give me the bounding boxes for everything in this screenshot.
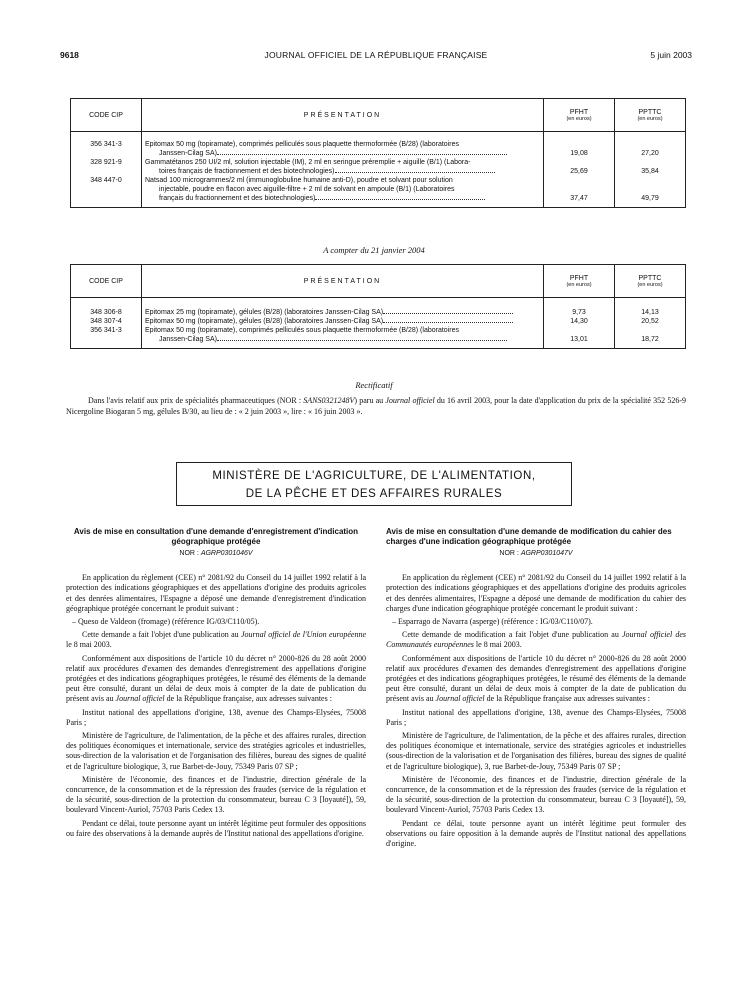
ppttc-value: 14,13	[615, 308, 686, 317]
notice-paragraph: Conformément aux dispositions de l'article 10 du décret n° 2000-826 du 28 août 2000 relatif aux procédures d'examen des demandes d'enregistrement des appellations d'origine protégées et des indications géographiques protégées, le résumé des éléments de la demande peut être consulté, durant un délai de deux mois à compter de la date de publication du présent avis au Journal officiel de la République française, aux adresses suivantes :	[66, 653, 366, 704]
column-header-code: CODE CIP	[71, 265, 142, 298]
address-paragraph: Ministère de l'économie, des finances et de l'industrie, direction générale de la concurrence, de la consommation et de la répression des fraudes (service de la régulation et de la sécurité, sous-direction de la protection du consommateur, bureau C 3 [loyauté]), 59, boulevard Vincent-Auriol, 75703 Paris Cedex 13.	[386, 774, 686, 815]
notice-paragraph: En application du règlement (CEE) n° 2081/92 du Conseil du 14 juillet 1992 relatif à la protection des indications géographiques et des appellations d'origine des produits agricoles et des denrées alimentaires, l'Espagne a déposé une demande de modification du cahier des charges d'une indication géographique protégée concernant le produit suivant :	[386, 573, 686, 613]
pfht-value: 37,47	[544, 176, 615, 208]
presentation-text: Natsad 100 microgrammes/2 ml (immunoglobuline humaine anti-D), poudre et solvant pour solution injectable, poudre en flacon avec aiguille-filtre + 2 ml de solvant en ampoule (B/1) (Laboratoires français du fractionnement et des biotechnologies)	[142, 176, 544, 208]
notice-title: Avis de mise en consultation d'une demande d'enregistrement d'indication géographique protégée	[73, 527, 359, 546]
table-row	[71, 158, 686, 176]
rectificatif-heading: Rectificatif	[355, 380, 393, 390]
presentation-text: Epitomax 25 mg (topiramate), gélules (B/28) (laboratoires Janssen-Cilag SA)	[142, 308, 544, 317]
table-row	[71, 140, 686, 158]
column-header-ppttc: PPTTC (en euros)	[615, 265, 686, 298]
cip-code: 348 307-4	[71, 317, 142, 326]
ppttc-value: 49,79	[615, 176, 686, 208]
price-table-2	[70, 264, 686, 349]
presentation-text: Gammatétanos 250 UI/2 ml, solution injectable (IM), 2 ml en seringue préremplie + aiguille (B/1) (Labora- toires français de fractionnement et des biotechnologies)	[142, 158, 544, 176]
cip-code: 348 447-0	[71, 176, 142, 208]
address-paragraph: Institut national des appellations d'origine, 138, avenue des Champs-Elysées, 75008 Paris ;	[386, 707, 686, 727]
notice-paragraph: Pendant ce délai, toute personne ayant un intérêt légitime peut formuler des oppositions ou faire des observations à la demande auprès de l'Institut national des appellations d'origine.	[66, 818, 366, 838]
ministry-heading: MINISTÈRE DE L'AGRICULTURE, DE L'ALIMENTATION, DE LA PÊCHE ET DES AFFAIRES RURALES	[176, 462, 572, 506]
notice-paragraph: Conformément aux dispositions de l'article 10 du décret n° 2000-826 du 28 août 2000 relatif aux procédures d'examen des demandes d'enregistrement des appellations d'origine protégées et des indications géographiques protégées, le résumé des éléments de la demande peut être consulté, durant un délai de deux mois à compter de la date de publication du présent avis au Journal officiel de la République française aux adresses suivantes :	[386, 653, 686, 704]
right-notice	[386, 527, 686, 852]
notice-paragraph: En application du règlement (CEE) n° 2081/92 du Conseil du 14 juillet 1992 relatif à la protection des indications géographiques et des appellations d'origine des produits agricoles et des denrées alimentaires, l'Espagne a déposé une demande d'enregistrement d'indication géographique protégée concernant le produit suivant :	[66, 573, 366, 613]
column-header-pfht: PFHT (en euros)	[544, 99, 615, 132]
notice-paragraph: Cette demande de modification a fait l'objet d'une publication au Journal officiel des Communautés européennes le 8 mai 2003.	[386, 630, 687, 650]
table-row	[71, 326, 686, 349]
pfht-value: 13,01	[544, 326, 615, 349]
pfht-value: 9,73	[544, 308, 615, 317]
column-header-code: CODE CIP	[71, 99, 142, 132]
pfht-value: 19,08	[544, 140, 615, 158]
notice-paragraph: Pendant ce délai, toute personne ayant un intérêt légitime peut formuler des observations ou faire opposition à la demande auprès de l'Institut national des appellations d'origine.	[386, 818, 686, 849]
cip-code: 356 341-3	[71, 140, 142, 158]
column-header-presentation: PRÉSENTATION	[142, 99, 544, 132]
nor-reference: NOR : AGRP0301046V	[179, 550, 253, 557]
pfht-value: 14,30	[544, 317, 615, 326]
column-header-pfht: PFHT (en euros)	[544, 265, 615, 298]
ppttc-value: 35,84	[615, 158, 686, 176]
presentation-text: Epitomax 50 mg (topiramate), comprimés pelliculés sous plaquette thermoformée (B/28) (laboratoires Janssen-Cilag SA)	[142, 140, 544, 158]
address-paragraph: Ministère de l'économie, des finances et de l'industrie, direction générale de la concurrence, de la consommation et de la répression des fraudes (service de la régulation et de la sécurité, sous-direction de la protection du consommateur, bureau C 3 [loyauté]), 59, boulevard Vincent-Auriol, 75703 Paris Cedex 13.	[66, 774, 366, 815]
cip-code: 328 921-9	[71, 158, 142, 176]
rectificatif-text: Dans l'avis relatif aux prix de spécialités pharmaceutiques (NOR : SANS0321248V) paru au Journal officiel du 16 avril 2003, pour la date d'application du prix de la spécialité 352 526-9 Nicergoline Biogaran 5 mg, gélules B/30, au lieu de : « 2 juin 2003 », lire : « 16 juin 2003 ».	[66, 396, 686, 416]
ppttc-value: 18,72	[615, 326, 686, 349]
journal-title: JOURNAL OFFICIEL DE LA RÉPUBLIQUE FRANÇAISE	[264, 50, 488, 60]
page-header	[60, 50, 692, 64]
issue-date: 5 juin 2003	[650, 50, 692, 60]
page-number: 9618	[60, 50, 79, 60]
address-paragraph: Institut national des appellations d'origine, 138, avenue des Champs-Elysées, 75008 Paris ;	[66, 707, 366, 727]
address-paragraph: Ministère de l'agriculture, de l'alimentation, de la pêche et des affaires rurales, direction des politiques économique et internationale, service des stratégies agricoles et industrielles (sous-direction de la valorisation et de l'organisation des filières, bureau des signes de qualité et de l'agriculture biologique), 3, rue Barbet-de-Jouy, 75349 Paris 07 SP ;	[386, 731, 686, 771]
product-item: – Esparrago de Navarra (asperge) (référence : IG/03/C110/07).	[392, 617, 593, 627]
column-header-ppttc: PPTTC (en euros)	[615, 99, 686, 132]
table-header-row	[71, 265, 686, 298]
presentation-text: Epitomax 50 mg (topiramate), gélules (B/28) (laboratoires Janssen-Cilag SA)	[142, 317, 544, 326]
product-item: – Queso de Valdeon (fromage) (référence IG/03/C110/05).	[72, 617, 260, 627]
column-header-presentation: PRÉSENTATION	[142, 265, 544, 298]
nor-reference: NOR : AGRP0301047V	[499, 550, 573, 557]
notice-title: Avis de mise en consultation d'une demande de modification du cahier des charges d'une indication géographique protégée	[386, 527, 672, 546]
ppttc-value: 20,52	[615, 317, 686, 326]
presentation-text: Epitomax 50 mg (topiramate), comprimés pelliculés sous plaquette thermoformée (B/28) (laboratoires Janssen-Cilag SA)	[142, 326, 544, 349]
cip-code: 348 306-8	[71, 308, 142, 317]
pfht-value: 25,69	[544, 158, 615, 176]
address-paragraph: Ministère de l'agriculture, de l'alimentation, de la pêche et des affaires rurales, direction des politiques économiques et internationale, service des stratégies agricoles et industrielles, sous-direction de la valorisation et de l'organisation des filières, bureau des signes de qualité et de l'agriculture biologique, 3, rue Barbet-de-Jouy, 75349 Paris 07 SP ;	[66, 731, 366, 771]
table-row	[71, 308, 686, 317]
cip-code: 356 341-3	[71, 326, 142, 349]
price-table-1	[70, 98, 686, 208]
ppttc-value: 27,20	[615, 140, 686, 158]
left-notice	[66, 527, 366, 842]
table-header-row	[71, 99, 686, 132]
effective-date-heading: A compter du 21 janvier 2004	[323, 245, 425, 255]
table-row	[71, 176, 686, 208]
notice-paragraph: Cette demande a fait l'objet d'une publication au Journal officiel de l'Union européenne le 8 mai 2003.	[66, 630, 366, 650]
table-row	[71, 317, 686, 326]
